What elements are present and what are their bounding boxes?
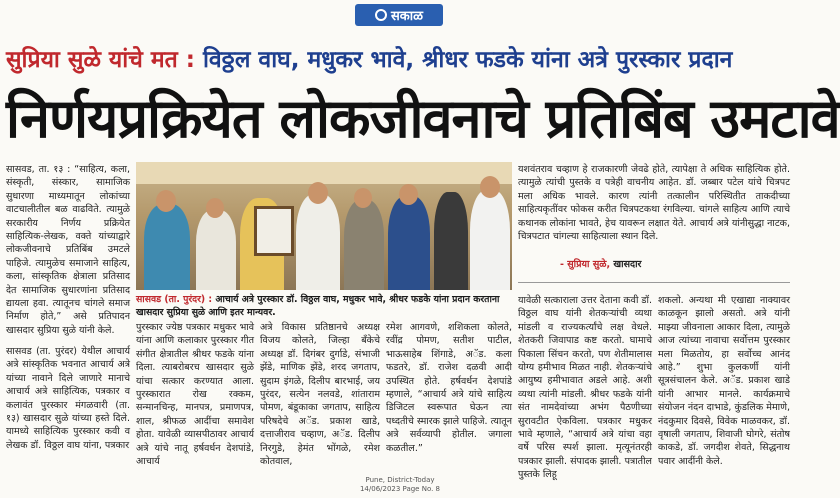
kicker-name: सुप्रिया सुळे यांचे मत : <box>6 47 195 73</box>
person-figure <box>144 204 190 290</box>
photo-banner <box>136 162 512 184</box>
logo-text: सकाळ <box>390 9 424 24</box>
caption-text: आचार्य अत्रे पुरस्कार डॉ. विठ्ठल वाघ, मधुकर भावे, श्रीधर फडके यांना प्रदान करताना खासदार सुप्रिया सुळे आणि इतर मान्यवर. <box>136 294 500 318</box>
quote-author <box>560 258 790 272</box>
person-figure <box>344 200 384 290</box>
sakal-sun-icon <box>375 9 387 21</box>
article-col1-bottom: सासवड (ता. पुरंदर) येथील आचार्य अत्रे सांस्कृतिक भवनात आचार्य अत्रे यांच्या नावाने दिले जाणारे मानाचे आचार्य अत्रे साहित्यिक, पत्रकार व कलावंत पुरस्कार मंगळवारी (ता. १३) खासदार सुळे यांच्या हस्ते दिले. यामध्ये साहित्यिक पुरस्कार कवी व लेखक डॉ. विठ्ठल वाघ यांना, पत्रकार <box>6 346 130 451</box>
article-col3: अत्रे विकास प्रतिष्ठानचे अध्यक्ष विजय कोलते, जिल्हा बँकेचे अध्यक्ष डॉ. दिगंबर दुर्गाडे, संभाजी झेंडे, माणिक झेंडे, शरद जगताप, सुदाम इंगळे, दिलीप बारभाई, जय पुरंदर, सत्येन नलवडे, शांताराम पोमण, बंडूकाका जगताप, साहित्य परिषदेचे अॅड. प्रकाश खाडे, दत्ताजीराव चव्हाण, अॅड. दिलीप निरगुडे, हेमंत भोंगळे, रमेश कोतवाल, <box>260 322 380 468</box>
kicker <box>6 42 796 74</box>
person-figure <box>196 210 236 290</box>
person-figure <box>296 194 340 290</box>
footer-date-page: 14/06/2023 Page No. 8 <box>359 485 441 493</box>
person-figure <box>388 196 430 290</box>
divider <box>518 282 790 283</box>
caption-place: सासवड (ता. पुरंदर) : <box>136 294 213 305</box>
quote-box-text: यशवंतराव चव्हाण हे राजकारणी जेवढे होते, त्यापेक्षा ते अधिक साहित्यिक होते. त्यामुळे त्यांची पुस्तके व पत्रेही वाचनीय आहेत. डॉ. जब्बार पटेल यांचे चित्रपट मला अधिक भावले. कारण त्यांनी तत्कालीन परिस्थितीत ताकदीच्या साहित्यकृतींवर फोकस करीत चित्रपटकथा रंगविल्या. चांगले साहित्य आणि त्याचे कथानक लोकांना भावते, हेच यावरून लक्षात येते. आचार्य अत्रे यांनीसुद्धा नाटक, चित्रपटात चांगल्या साहित्याला स्थान दिले. <box>518 164 790 243</box>
photo-caption <box>136 293 512 319</box>
article-col2: पुरस्कार ज्येष्ठ पत्रकार मधुकर भावे यांना आणि कलाकार पुरस्कार गीत संगीत क्षेत्रातील श्रीधर फडके यांना दिला. त्याबरोबरच खासदार सुळे यांचा सत्कार करण्यात आला. पुरस्कारात रोख रक्कम, सन्मानचिन्ह, मानपत्र, प्रमाणपत्र, शाल, श्रीफळ आदींचा समावेश होता. यावेळी व्यासपीठावर आचार्य अत्रे यांचे नातू हर्षवर्धन देशपांडे, आचार्य <box>136 322 254 468</box>
article-col4: रमेश आगवणे, शशिकला कोलते, रवींद्र पोमण, सतीश पाटील, भाऊसाहेब शिंगाडे, अॅड. कला फडतरे, डॉ. राजेश दळवी आदी उपस्थित होते. हर्षवर्धन देशपांडे म्हणाले, “आचार्य अत्रे यांचे साहित्य डिजिटल स्वरूपात घेऊन त्या पध्दतीचे स्मारक झाले पाहिजे. त्यातून अत्रे सर्वव्यापी होतील. जगाला कळतील.” <box>386 322 512 454</box>
page-footer <box>300 476 500 494</box>
headline: निर्णयप्रक्रियेत लोकजीवनाचे प्रतिबिंब उमटावे <box>6 87 840 150</box>
person-figure <box>470 190 510 290</box>
article-col5: यावेळी सत्काराला उत्तर देताना कवी डॉ. विठ्ठल वाघ यांनी शेतकऱ्यांची व्यथा मांडली व राज्यकर्त्यांचे लक्ष वेधले. शेतकरी जिवापाड कष्ट करतो. घामाचे पिकाला सिंचन करतो, पण शेतीमालास योग्य हमीभाव मिळत नाही. शेतकऱ्यांचे आयुष्य हमीभावात अडले आहे. अशी व्यथा त्यांनी मांडली. श्रीधर फडके यांनी संत नामदेवांच्या अभंग पैठणीच्या सुरावटीत ऐकविला. पत्रकार मधुकर भावे म्हणाले, “आचार्य अत्रे यांचा वहा वर्षे परिस स्पर्श झाला. मृत्यूनंतरही पत्रकार झाली. संपादक झाली. पत्रातील पुस्तके लिहू <box>518 295 652 481</box>
quote-author-role: खासदार <box>613 259 642 270</box>
footer-edition: Pune, District-Today <box>365 476 435 484</box>
kicker-rest: विठ्ठल वाघ, मधुकर भावे, श्रीधर फडके यांना अत्रे पुरस्कार प्रदान <box>202 47 733 73</box>
article-col6: शकलो. अन्यथा मी एखाद्या नाक्यावर काळकून झालो असतो. अत्रे यांनी माझ्या जीवनाला आकार दिला, त्यामुळे आज त्यांच्या नावाचा सर्वोत्तम पुरस्कार मला मिळतोय, हा सर्वोच्च आनंद आहे.” शुभा कुलकर्णी यांनी सूत्रसंचालन केले. अॅड. प्रकाश खाडे यांनी आभार मानले. कार्यक्रमाचे संयोजन नंदन दाभाडे, कुंडलिक मेमाणे, नंदकुमार दिवसे, विवेक माळवकर, डॉ. वृषाली जगताप, शिवाजी घोगरे, संतोष काकडे, डॉ. जगदीश शेवते, सिद्धनाथ पवार आदींनी केले. <box>658 295 790 467</box>
award-certificate <box>254 206 294 256</box>
newspaper-logo <box>355 4 443 26</box>
person-figure <box>434 192 468 290</box>
article-col1-top: सासवड, ता. १३ : “साहित्य, कला, संस्कृती, संस्कार, सामाजिक सुधारणा माध्यमातून लोकांच्या वाटचालीतील बळ वाढविते. त्यामुळे सरकारीय निर्णय प्रक्रियेत साहित्यिक-लेखक, वक्ते यांच्याद्वारे लोकजीवनाचे प्रतिबिंब उमटले पाहिजे. त्यामुळेच समाजाने साहित्य, कला, सांस्कृतिक क्षेत्राला प्रतिसाद देत सामाजिक सुधारणांना प्रतिसाद द्यायला हवा. त्यातूनच चांगले समाज निर्माण होते,” असे प्रतिपादन खासदार सुप्रिया सुळे यांनी केले. <box>6 164 130 336</box>
quote-author-name: - सुप्रिया सुळे, <box>560 259 611 270</box>
ceremony-photo <box>136 162 512 290</box>
